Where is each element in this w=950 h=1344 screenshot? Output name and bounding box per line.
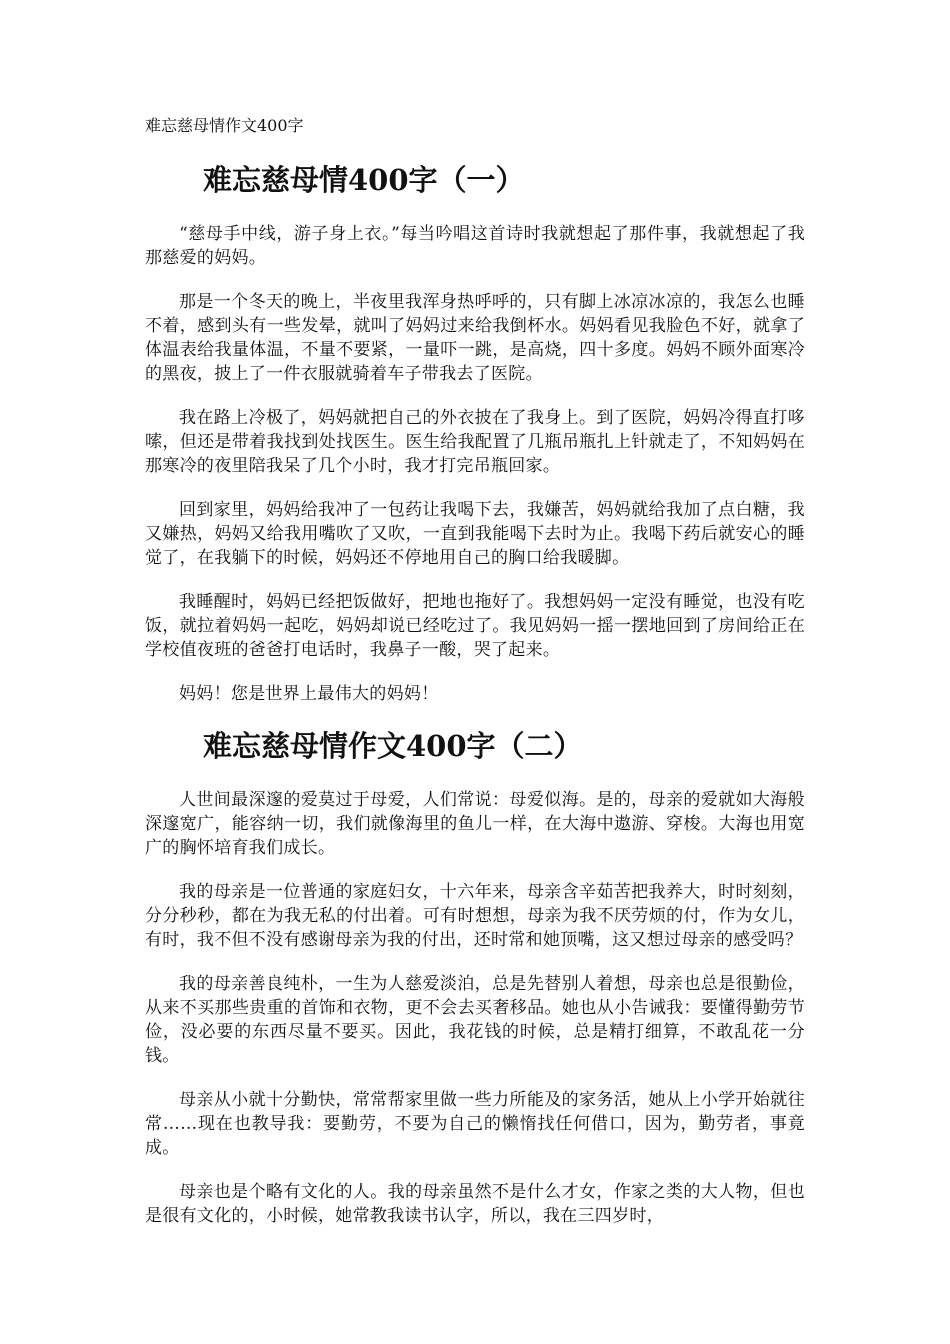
paragraph: 母亲从小就十分勤快，常常帮家里做一些力所能及的家务活，她从上小学开始就往常……现在也教导我：要勤劳，不要为自己的懒惰找任何借口，因为，勤劳者，事竟成。 (145, 1090, 805, 1158)
paragraph: 那是一个冬天的晚上，半夜里我浑身热呼呼的，只有脚上冰凉冰凉的，我怎么也睡不着，感到头有一些发晕，就叫了妈妈过来给我倒杯水。妈妈看见我脸色不好，就拿了体温表给我量体温，不量不要紧，一量吓一跳，是高烧，四十多度。妈妈不顾外面寒冷的黑夜，披上了一件衣服就骑着车子带我去了医院。 (145, 292, 805, 384)
section-heading: 难忘慈母情作文400字（二） (203, 729, 583, 763)
paragraph: 我的母亲善良纯朴，一生为人慈爱淡泊，总是先替别人着想，母亲也总是很勤俭，从来不买那些贵重的首饰和衣物，更不会去买奢移品。她也从小告诫我：要懂得勤劳节俭，没必要的东西尽量不要买。因此，我花钱的时候，总是精打细算，不敢乱花一分钱。 (145, 974, 805, 1066)
document-page (145, 112, 805, 1248)
section-2 (145, 726, 805, 1228)
section-heading: 难忘慈母情400字（一） (203, 163, 525, 197)
paragraph: 母亲也是个略有文化的人。我的母亲虽然不是什么才女，作家之类的大人物，但也是很有文化的，小时候，她常教我读书认字，所以，我在三四岁时， (145, 1182, 805, 1226)
paragraph: 妈妈！您是世界上最伟大的妈妈！ (179, 684, 439, 704)
paragraph: 人世间最深邃的爱莫过于母爱，人们常说：母爱似海。是的，母亲的爱就如大海般深邃宽广，能容纳一切，我们就像海里的鱼儿一样，在大海中遨游、穿梭。大海也用宽广的胸怀培育我们成长。 (145, 790, 805, 858)
section-1 (145, 160, 805, 706)
paragraph: 我的母亲是一位普通的家庭妇女，十六年来，母亲含辛茹苦把我养大，时时刻刻，分分秒秒，都在为我无私的付出着。可有时想想，母亲为我不厌劳烦的付，作为女儿，有时，我不但不没有感谢母亲为我的付出，还时常和她顶嘴，这又想过母亲的感受吗？ (145, 882, 805, 950)
paragraph: “慈母手中线，游子身上衣。”每当吟唱这首诗时我就想起了那件事，我就想起了我那慈爱的妈妈。 (145, 224, 805, 268)
document-title: 难忘慈母情作文400字 (145, 116, 304, 135)
paragraph: 我睡醒时，妈妈已经把饭做好，把地也拖好了。我想妈妈一定没有睡觉，也没有吃饭，就拉着妈妈一起吃，妈妈却说已经吃过了。我见妈妈一摇一摆地回到了房间给正在学校值夜班的爸爸打电话时，我鼻子一酸，哭了起来。 (145, 592, 805, 660)
paragraph: 我在路上冷极了，妈妈就把自己的外衣披在了我身上。到了医院，妈妈冷得直打哆嗦，但还是带着我找到处找医生。医生给我配置了几瓶吊瓶扎上针就走了，不知妈妈在那寒冷的夜里陪我呆了几个小时，我才打完吊瓶回家。 (145, 408, 805, 476)
paragraph: 回到家里，妈妈给我冲了一包药让我喝下去，我嫌苦，妈妈就给我加了点白糖，我又嫌热，妈妈又给我用嘴吹了又吹，一直到我能喝下去时为止。我喝下药后就安心的睡觉了，在我躺下的时候，妈妈还不停地用自己的胸口给我暖脚。 (145, 500, 805, 568)
